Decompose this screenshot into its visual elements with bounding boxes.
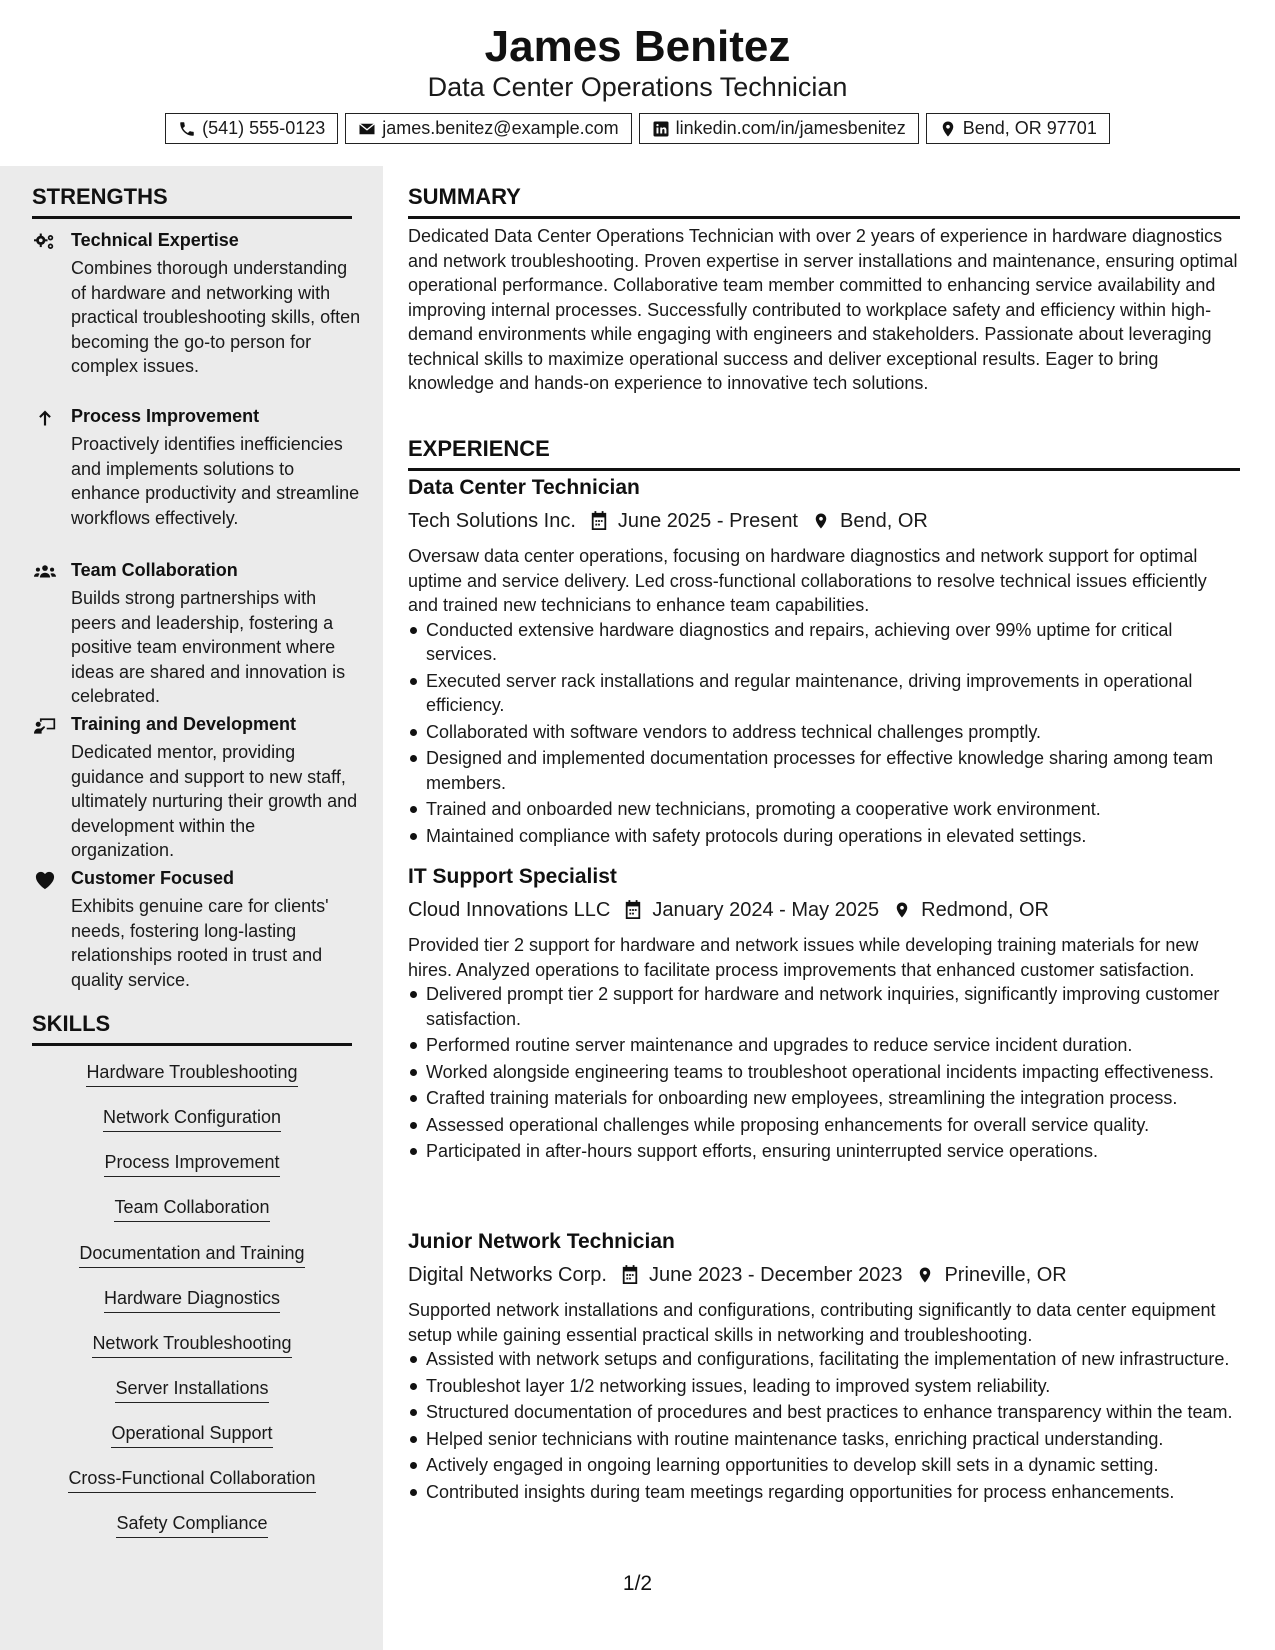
job-meta	[408, 506, 1240, 536]
job-title: Data Center Technician	[408, 476, 640, 499]
job-bullets	[408, 1347, 1240, 1504]
location-pin-icon	[939, 120, 957, 138]
skill-tag: Process Improvement	[32, 1152, 352, 1177]
job-description: Supported network installations and configurations, contributing significantly to data center equipment setup while gaining essential practical skills in networking and troubleshooting.	[408, 1300, 1216, 1345]
contact-location-text: Bend, OR 97701	[962, 118, 1097, 138]
contact-linkedin-text: linkedin.com/in/jamesbenitez	[675, 118, 906, 138]
calendar-icon	[624, 900, 642, 920]
job-dates: January 2024 - May 2025	[652, 898, 880, 921]
strength-desc: Exhibits genuine care for clients' needs, fostering long-lasting relationships rooted in trust and quality service.	[71, 896, 329, 990]
job-location: Redmond, OR	[921, 898, 1050, 921]
calendar-icon	[590, 511, 608, 531]
job-bullet: Troubleshot layer 1/2 networking issues, leading to improved system reliability.	[408, 1374, 1240, 1399]
job-bullet: Collaborated with software vendors to address technical challenges promptly.	[408, 720, 1240, 745]
job-meta	[408, 895, 1240, 925]
skill-tag: Server Installations	[32, 1378, 352, 1403]
strengths-heading: STRENGTHS	[32, 184, 352, 219]
job-bullet: Crafted training materials for onboarding new employees, streamlining the integration process.	[408, 1086, 1240, 1111]
skill-tag: Hardware Diagnostics	[32, 1288, 352, 1313]
job-company: Digital Networks Corp.	[408, 1263, 607, 1286]
job-bullet: Assisted with network setups and configurations, facilitating the implementation of new infrastructure.	[408, 1347, 1240, 1372]
arrow-up-icon	[32, 408, 58, 428]
phone-icon	[178, 120, 196, 138]
summary-heading: SUMMARY	[408, 184, 1240, 219]
job-bullet: Conducted extensive hardware diagnostics and repairs, achieving over 99% uptime for critical services.	[408, 618, 1240, 667]
calendar-icon	[621, 1265, 639, 1285]
contact-email[interactable]	[345, 113, 631, 144]
job-bullet: Maintained compliance with safety protocols during operations in elevated settings.	[408, 824, 1240, 849]
job-dates: June 2025 - Present	[617, 509, 798, 532]
envelope-icon	[358, 120, 376, 138]
job-location: Bend, OR	[840, 509, 928, 532]
job-company: Cloud Innovations LLC	[408, 898, 611, 921]
strength-desc: Dedicated mentor, providing guidance and support to new staff, ultimately nurturing their growth and development within the organization.	[71, 742, 358, 860]
location-pin-icon	[812, 511, 830, 531]
skill-tag: Operational Support	[32, 1423, 352, 1448]
linkedin-icon	[652, 120, 670, 138]
heart-icon	[32, 870, 58, 890]
job-bullet: Trained and onboarded new technicians, promoting a cooperative work environment.	[408, 797, 1240, 822]
skill-tag: Documentation and Training	[32, 1243, 352, 1268]
job-bullet: Contributed insights during team meetings regarding opportunities for process enhancements.	[408, 1480, 1240, 1505]
job-bullet: Performed routine server maintenance and upgrades to reduce service incident duration.	[408, 1033, 1240, 1058]
job-title: IT Support Specialist	[408, 865, 617, 888]
strength-title: Process Improvement	[71, 406, 260, 426]
job-entry	[408, 476, 1240, 850]
strength-title: Customer Focused	[71, 868, 235, 888]
job-meta	[408, 1260, 1240, 1290]
strength-desc: Combines thorough understanding of hardware and networking with practical troubleshooting skills, often becoming the go-to person for complex issues.	[71, 258, 361, 376]
skill-tag: Network Configuration	[32, 1107, 352, 1132]
job-bullets	[408, 982, 1240, 1164]
chalkboard-teacher-icon	[32, 716, 58, 736]
contact-phone-text: (541) 555-0123	[202, 118, 326, 138]
job-entry	[408, 1230, 1240, 1506]
job-company: Tech Solutions Inc.	[408, 509, 576, 532]
job-location: Prineville, OR	[944, 1263, 1067, 1286]
candidate-name: James Benitez	[484, 22, 791, 71]
skill-tag: Cross-Functional Collaboration	[32, 1468, 352, 1493]
job-title: Junior Network Technician	[408, 1230, 675, 1253]
job-bullet: Executed server rack installations and regular maintenance, driving improvements in operational efficiency.	[408, 669, 1240, 718]
summary-text: Dedicated Data Center Operations Technician with over 2 years of experience in hardware diagnostics and network troubleshooting. Proven expertise in server installations and maintenance, ensuring optimal operational performance. Collaborative team member committed to enhancing service availability and improving internal processes. Successfully contributed to workplace safety and efficiency within high-demand environments while engaging with engineers and stakeholders. Passionate about leveraging technical skills to maximize operational success and deliver exceptional results. Eager to bring knowledge and hands-on experience to innovative tech solutions.	[408, 226, 1238, 393]
job-bullet: Assessed operational challenges while proposing enhancements for overall service quality.	[408, 1113, 1240, 1138]
job-bullet: Participated in after-hours support efforts, ensuring uninterrupted service operations.	[408, 1139, 1240, 1164]
candidate-title: Data Center Operations Technician	[427, 72, 848, 102]
contact-email-text: james.benitez@example.com	[382, 118, 619, 138]
skill-tag: Hardware Troubleshooting	[32, 1062, 352, 1087]
strength-desc: Builds strong partnerships with peers and leadership, fostering a positive team environment where ideas are shared and innovation is celebrated.	[71, 588, 346, 706]
contact-bar	[0, 113, 1275, 144]
job-bullets	[408, 618, 1240, 849]
strength-title: Team Collaboration	[71, 560, 238, 580]
skill-tag: Safety Compliance	[32, 1513, 352, 1538]
skills-heading: SKILLS	[32, 1011, 352, 1046]
strength-desc: Proactively identifies inefficiencies and implements solutions to enhance productivity and streamline workflows effectively.	[71, 434, 360, 528]
experience-heading: EXPERIENCE	[408, 436, 1240, 471]
job-bullet: Delivered prompt tier 2 support for hardware and network inquiries, significantly improving customer satisfaction.	[408, 982, 1240, 1031]
page-number: 1/2	[622, 1572, 653, 1595]
gears-icon	[32, 232, 58, 252]
strength-title: Training and Development	[71, 714, 297, 734]
job-bullet: Structured documentation of procedures and best practices to enhance transparency within the team.	[408, 1400, 1240, 1425]
users-icon	[32, 562, 58, 582]
strengths-section	[32, 184, 352, 219]
contact-phone[interactable]	[165, 113, 338, 144]
contact-linkedin[interactable]	[639, 113, 919, 144]
location-pin-icon	[893, 900, 911, 920]
location-pin-icon	[916, 1265, 934, 1285]
strength-title: Technical Expertise	[71, 230, 239, 250]
job-bullet: Worked alongside engineering teams to troubleshoot operational incidents impacting effectiveness.	[408, 1060, 1240, 1085]
job-dates: June 2023 - December 2023	[648, 1263, 903, 1286]
skill-tag: Team Collaboration	[32, 1197, 352, 1222]
skill-tag: Network Troubleshooting	[32, 1333, 352, 1358]
job-bullet: Actively engaged in ongoing learning opportunities to develop skill sets in a dynamic setting.	[408, 1453, 1240, 1478]
skills-section	[32, 1011, 352, 1046]
job-entry	[408, 865, 1240, 1166]
contact-location	[926, 113, 1110, 144]
job-bullet: Helped senior technicians with routine maintenance tasks, enriching practical understanding.	[408, 1427, 1240, 1452]
job-description: Provided tier 2 support for hardware and network issues while developing training materials for new hires. Analyzed operations to facilitate process improvements that enhanced customer satisfaction.	[408, 935, 1199, 980]
job-description: Oversaw data center operations, focusing on hardware diagnostics and network support for optimal uptime and service delivery. Led cross-functional collaborations to resolve technical issues efficiently and trained new technicians to enhance team capabilities.	[408, 546, 1207, 615]
resume-header	[0, 0, 1275, 166]
job-bullet: Designed and implemented documentation processes for effective knowledge sharing among team members.	[408, 746, 1240, 795]
sidebar	[0, 166, 383, 1650]
